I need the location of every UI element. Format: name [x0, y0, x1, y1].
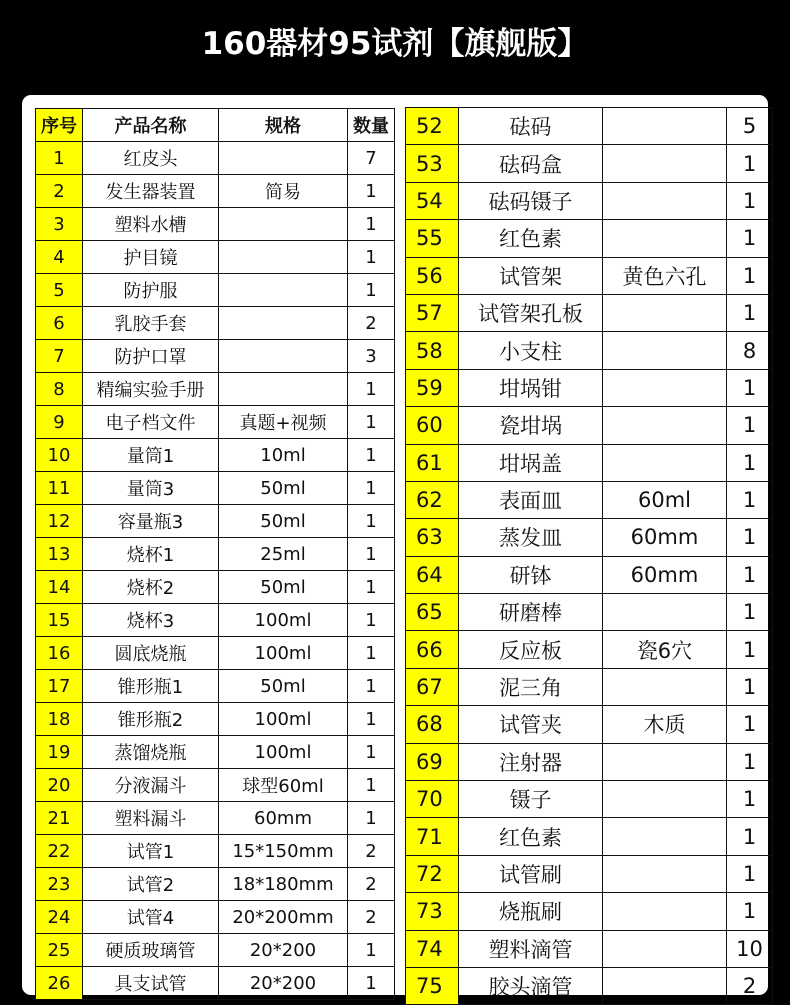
spec-cell: 60mm	[219, 802, 348, 835]
row-number-cell: 14	[36, 571, 83, 604]
table-row	[36, 967, 395, 1000]
spec-cell	[603, 332, 727, 369]
table-row	[406, 818, 773, 855]
table-row	[406, 519, 773, 556]
product-name-cell: 试管4	[83, 901, 219, 934]
table-row	[36, 241, 395, 274]
spec-cell: 黄色六孔	[603, 257, 727, 294]
row-number-cell: 8	[36, 373, 83, 406]
row-number-cell: 21	[36, 802, 83, 835]
quantity-cell: 8	[727, 332, 773, 369]
quantity-cell: 1	[727, 594, 773, 631]
row-number-cell: 24	[36, 901, 83, 934]
product-name-cell: 泥三角	[459, 668, 603, 705]
product-name-cell: 量筒1	[83, 439, 219, 472]
row-number-cell: 19	[36, 736, 83, 769]
table-row	[406, 407, 773, 444]
spec-cell	[603, 145, 727, 182]
table-row	[406, 893, 773, 930]
product-name-cell: 试管1	[83, 835, 219, 868]
row-number-cell: 75	[406, 967, 459, 1004]
spec-cell	[219, 340, 348, 373]
table-row	[406, 556, 773, 593]
spec-cell	[219, 241, 348, 274]
quantity-cell: 1	[348, 538, 395, 571]
table-row	[36, 604, 395, 637]
table-row	[36, 835, 395, 868]
row-number-cell: 66	[406, 631, 459, 668]
row-number-cell: 23	[36, 868, 83, 901]
table-row	[406, 481, 773, 518]
row-number-cell: 1	[36, 142, 83, 175]
quantity-cell: 1	[348, 934, 395, 967]
row-number-cell: 25	[36, 934, 83, 967]
table-row	[406, 855, 773, 892]
equipment-table-left	[35, 108, 395, 1000]
table-row	[406, 220, 773, 257]
spec-cell	[219, 307, 348, 340]
quantity-cell: 2	[348, 868, 395, 901]
quantity-cell: 2	[348, 307, 395, 340]
row-number-cell: 60	[406, 407, 459, 444]
row-number-cell: 58	[406, 332, 459, 369]
spec-cell	[603, 220, 727, 257]
spec-cell: 50ml	[219, 505, 348, 538]
spec-cell	[603, 967, 727, 1004]
quantity-cell: 1	[727, 631, 773, 668]
product-name-cell: 容量瓶3	[83, 505, 219, 538]
page-title: 160器材95试剂【旗舰版】	[201, 26, 589, 62]
spec-cell	[603, 668, 727, 705]
product-name-cell: 表面皿	[459, 481, 603, 518]
spec-cell	[219, 208, 348, 241]
spec-cell: 20*200	[219, 967, 348, 1000]
table-row	[406, 668, 773, 705]
quantity-cell: 1	[727, 369, 773, 406]
row-number-cell: 13	[36, 538, 83, 571]
quantity-cell: 1	[348, 967, 395, 1000]
row-number-cell: 74	[406, 930, 459, 967]
spec-cell	[603, 108, 727, 145]
table-header-cell: 序号	[36, 109, 83, 142]
table-row	[36, 439, 395, 472]
spec-cell	[603, 893, 727, 930]
product-name-cell: 砝码盒	[459, 145, 603, 182]
table-row	[36, 703, 395, 736]
quantity-cell: 1	[348, 637, 395, 670]
table-row	[406, 743, 773, 780]
spec-cell	[219, 373, 348, 406]
row-number-cell: 63	[406, 519, 459, 556]
table-row	[36, 802, 395, 835]
spec-cell	[603, 182, 727, 219]
product-name-cell: 烧杯1	[83, 538, 219, 571]
spec-cell	[603, 930, 727, 967]
table-row	[406, 294, 773, 331]
row-number-cell: 72	[406, 855, 459, 892]
quantity-cell: 1	[348, 769, 395, 802]
table-row	[406, 444, 773, 481]
table-row	[36, 868, 395, 901]
product-name-cell: 红色素	[459, 818, 603, 855]
row-number-cell: 20	[36, 769, 83, 802]
quantity-cell: 1	[727, 444, 773, 481]
spec-cell	[603, 407, 727, 444]
table-row	[36, 208, 395, 241]
table-row	[36, 538, 395, 571]
quantity-cell: 1	[348, 406, 395, 439]
quantity-cell: 1	[348, 241, 395, 274]
table-row	[406, 108, 773, 145]
row-number-cell: 73	[406, 893, 459, 930]
quantity-cell: 1	[348, 274, 395, 307]
quantity-cell: 2	[348, 835, 395, 868]
product-name-cell: 防护服	[83, 274, 219, 307]
row-number-cell: 5	[36, 274, 83, 307]
quantity-cell: 1	[348, 505, 395, 538]
product-name-cell: 砝码镊子	[459, 182, 603, 219]
row-number-cell: 16	[36, 637, 83, 670]
row-number-cell: 56	[406, 257, 459, 294]
quantity-cell: 1	[727, 294, 773, 331]
table-row	[406, 631, 773, 668]
spec-cell	[219, 142, 348, 175]
row-number-cell: 9	[36, 406, 83, 439]
row-number-cell: 65	[406, 594, 459, 631]
table-row	[406, 369, 773, 406]
product-name-cell: 试管架孔板	[459, 294, 603, 331]
product-name-cell: 护目镜	[83, 241, 219, 274]
spec-cell: 50ml	[219, 670, 348, 703]
spec-cell	[603, 594, 727, 631]
quantity-cell: 1	[348, 472, 395, 505]
quantity-cell: 1	[727, 257, 773, 294]
spec-cell: 木质	[603, 706, 727, 743]
table-row	[36, 571, 395, 604]
table-header-cell: 产品名称	[83, 109, 219, 142]
spec-cell: 60mm	[603, 556, 727, 593]
product-name-cell: 硬质玻璃管	[83, 934, 219, 967]
spec-cell	[603, 444, 727, 481]
row-number-cell: 12	[36, 505, 83, 538]
product-name-cell: 塑料水槽	[83, 208, 219, 241]
product-name-cell: 胶头滴管	[459, 967, 603, 1004]
table-row	[406, 781, 773, 818]
spec-cell: 20*200	[219, 934, 348, 967]
quantity-cell: 3	[348, 340, 395, 373]
quantity-cell: 1	[348, 373, 395, 406]
quantity-cell: 1	[727, 706, 773, 743]
table-row	[406, 594, 773, 631]
quantity-cell: 1	[727, 407, 773, 444]
row-number-cell: 61	[406, 444, 459, 481]
product-name-cell: 试管2	[83, 868, 219, 901]
product-name-cell: 发生器装置	[83, 175, 219, 208]
row-number-cell: 52	[406, 108, 459, 145]
product-name-cell: 烧杯2	[83, 571, 219, 604]
spec-cell	[603, 818, 727, 855]
product-name-cell: 研磨棒	[459, 594, 603, 631]
row-number-cell: 57	[406, 294, 459, 331]
row-number-cell: 2	[36, 175, 83, 208]
table-header-row	[36, 109, 395, 142]
quantity-cell: 10	[727, 930, 773, 967]
product-name-cell: 量筒3	[83, 472, 219, 505]
spec-cell	[603, 855, 727, 892]
quantity-cell: 1	[348, 604, 395, 637]
quantity-cell: 2	[727, 967, 773, 1004]
table-row	[36, 505, 395, 538]
product-name-cell: 镊子	[459, 781, 603, 818]
product-name-cell: 蒸馏烧瓶	[83, 736, 219, 769]
table-row	[36, 901, 395, 934]
quantity-cell: 1	[727, 743, 773, 780]
row-number-cell: 59	[406, 369, 459, 406]
table-row	[406, 182, 773, 219]
row-number-cell: 68	[406, 706, 459, 743]
spec-cell: 100ml	[219, 637, 348, 670]
row-number-cell: 22	[36, 835, 83, 868]
row-number-cell: 64	[406, 556, 459, 593]
row-number-cell: 4	[36, 241, 83, 274]
product-name-cell: 红色素	[459, 220, 603, 257]
table-row	[36, 670, 395, 703]
row-number-cell: 55	[406, 220, 459, 257]
quantity-cell: 1	[727, 519, 773, 556]
table-row	[36, 637, 395, 670]
quantity-cell: 1	[727, 855, 773, 892]
table-row	[406, 145, 773, 182]
row-number-cell: 17	[36, 670, 83, 703]
quantity-cell: 1	[727, 818, 773, 855]
product-name-cell: 锥形瓶2	[83, 703, 219, 736]
row-number-cell: 70	[406, 781, 459, 818]
product-name-cell: 烧瓶刷	[459, 893, 603, 930]
quantity-cell: 1	[727, 668, 773, 705]
spec-cell: 10ml	[219, 439, 348, 472]
quantity-cell: 2	[348, 901, 395, 934]
spec-cell: 50ml	[219, 571, 348, 604]
row-number-cell: 10	[36, 439, 83, 472]
spec-cell: 25ml	[219, 538, 348, 571]
row-number-cell: 54	[406, 182, 459, 219]
table-row	[36, 406, 395, 439]
row-number-cell: 69	[406, 743, 459, 780]
product-name-cell: 红皮头	[83, 142, 219, 175]
spec-cell: 100ml	[219, 736, 348, 769]
product-name-cell: 注射器	[459, 743, 603, 780]
quantity-cell: 1	[727, 145, 773, 182]
spec-cell: 60mm	[603, 519, 727, 556]
product-name-cell: 塑料漏斗	[83, 802, 219, 835]
product-name-cell: 具支试管	[83, 967, 219, 1000]
table-header-cell: 数量	[348, 109, 395, 142]
product-name-cell: 砝码	[459, 108, 603, 145]
row-number-cell: 3	[36, 208, 83, 241]
quantity-cell: 1	[348, 703, 395, 736]
table-row	[406, 332, 773, 369]
spec-cell: 瓷6穴	[603, 631, 727, 668]
product-name-cell: 锥形瓶1	[83, 670, 219, 703]
product-name-cell: 试管夹	[459, 706, 603, 743]
spec-cell: 18*180mm	[219, 868, 348, 901]
spec-cell: 100ml	[219, 703, 348, 736]
quantity-cell: 1	[348, 571, 395, 604]
quantity-cell: 5	[727, 108, 773, 145]
table-header-cell: 规格	[219, 109, 348, 142]
product-name-cell: 蒸发皿	[459, 519, 603, 556]
spec-cell: 60ml	[603, 481, 727, 518]
spec-cell	[603, 781, 727, 818]
quantity-cell: 1	[348, 439, 395, 472]
spec-cell: 15*150mm	[219, 835, 348, 868]
quantity-cell: 1	[348, 175, 395, 208]
spec-cell	[603, 743, 727, 780]
table-row	[36, 769, 395, 802]
table-row	[36, 736, 395, 769]
product-name-cell: 电子档文件	[83, 406, 219, 439]
table-row	[36, 307, 395, 340]
product-name-cell: 试管架	[459, 257, 603, 294]
table-row	[406, 257, 773, 294]
spec-cell: 简易	[219, 175, 348, 208]
quantity-cell: 1	[727, 481, 773, 518]
product-name-cell: 乳胶手套	[83, 307, 219, 340]
quantity-cell: 7	[348, 142, 395, 175]
table-row	[406, 706, 773, 743]
row-number-cell: 62	[406, 481, 459, 518]
table-row	[36, 373, 395, 406]
spec-cell: 100ml	[219, 604, 348, 637]
product-name-cell: 分液漏斗	[83, 769, 219, 802]
spec-cell: 球型60ml	[219, 769, 348, 802]
spec-cell: 真题+视频	[219, 406, 348, 439]
spec-cell	[219, 274, 348, 307]
quantity-cell: 1	[727, 556, 773, 593]
row-number-cell: 15	[36, 604, 83, 637]
product-name-cell: 试管刷	[459, 855, 603, 892]
row-number-cell: 7	[36, 340, 83, 373]
table-row	[36, 175, 395, 208]
row-number-cell: 26	[36, 967, 83, 1000]
quantity-cell: 1	[348, 802, 395, 835]
row-number-cell: 71	[406, 818, 459, 855]
quantity-cell: 1	[348, 208, 395, 241]
product-name-cell: 防护口罩	[83, 340, 219, 373]
product-name-cell: 研钵	[459, 556, 603, 593]
product-name-cell: 塑料滴管	[459, 930, 603, 967]
row-number-cell: 6	[36, 307, 83, 340]
product-name-cell: 瓷坩埚	[459, 407, 603, 444]
product-name-cell: 反应板	[459, 631, 603, 668]
product-name-cell: 小支柱	[459, 332, 603, 369]
quantity-cell: 1	[727, 893, 773, 930]
quantity-cell: 1	[348, 670, 395, 703]
product-name-cell: 圆底烧瓶	[83, 637, 219, 670]
table-row	[406, 930, 773, 967]
row-number-cell: 18	[36, 703, 83, 736]
product-name-cell: 坩埚盖	[459, 444, 603, 481]
table-row	[36, 274, 395, 307]
row-number-cell: 53	[406, 145, 459, 182]
product-name-cell: 精编实验手册	[83, 373, 219, 406]
spec-cell	[603, 369, 727, 406]
spec-cell	[603, 294, 727, 331]
quantity-cell: 1	[348, 736, 395, 769]
quantity-cell: 1	[727, 220, 773, 257]
table-row	[36, 340, 395, 373]
product-name-cell: 烧杯3	[83, 604, 219, 637]
table-row	[36, 142, 395, 175]
quantity-cell: 1	[727, 781, 773, 818]
table-row	[36, 934, 395, 967]
spec-cell: 20*200mm	[219, 901, 348, 934]
table-row	[36, 472, 395, 505]
spec-cell: 50ml	[219, 472, 348, 505]
row-number-cell: 11	[36, 472, 83, 505]
equipment-table-right	[405, 107, 773, 1005]
row-number-cell: 67	[406, 668, 459, 705]
product-name-cell: 坩埚钳	[459, 369, 603, 406]
table-row	[406, 967, 773, 1004]
quantity-cell: 1	[727, 182, 773, 219]
